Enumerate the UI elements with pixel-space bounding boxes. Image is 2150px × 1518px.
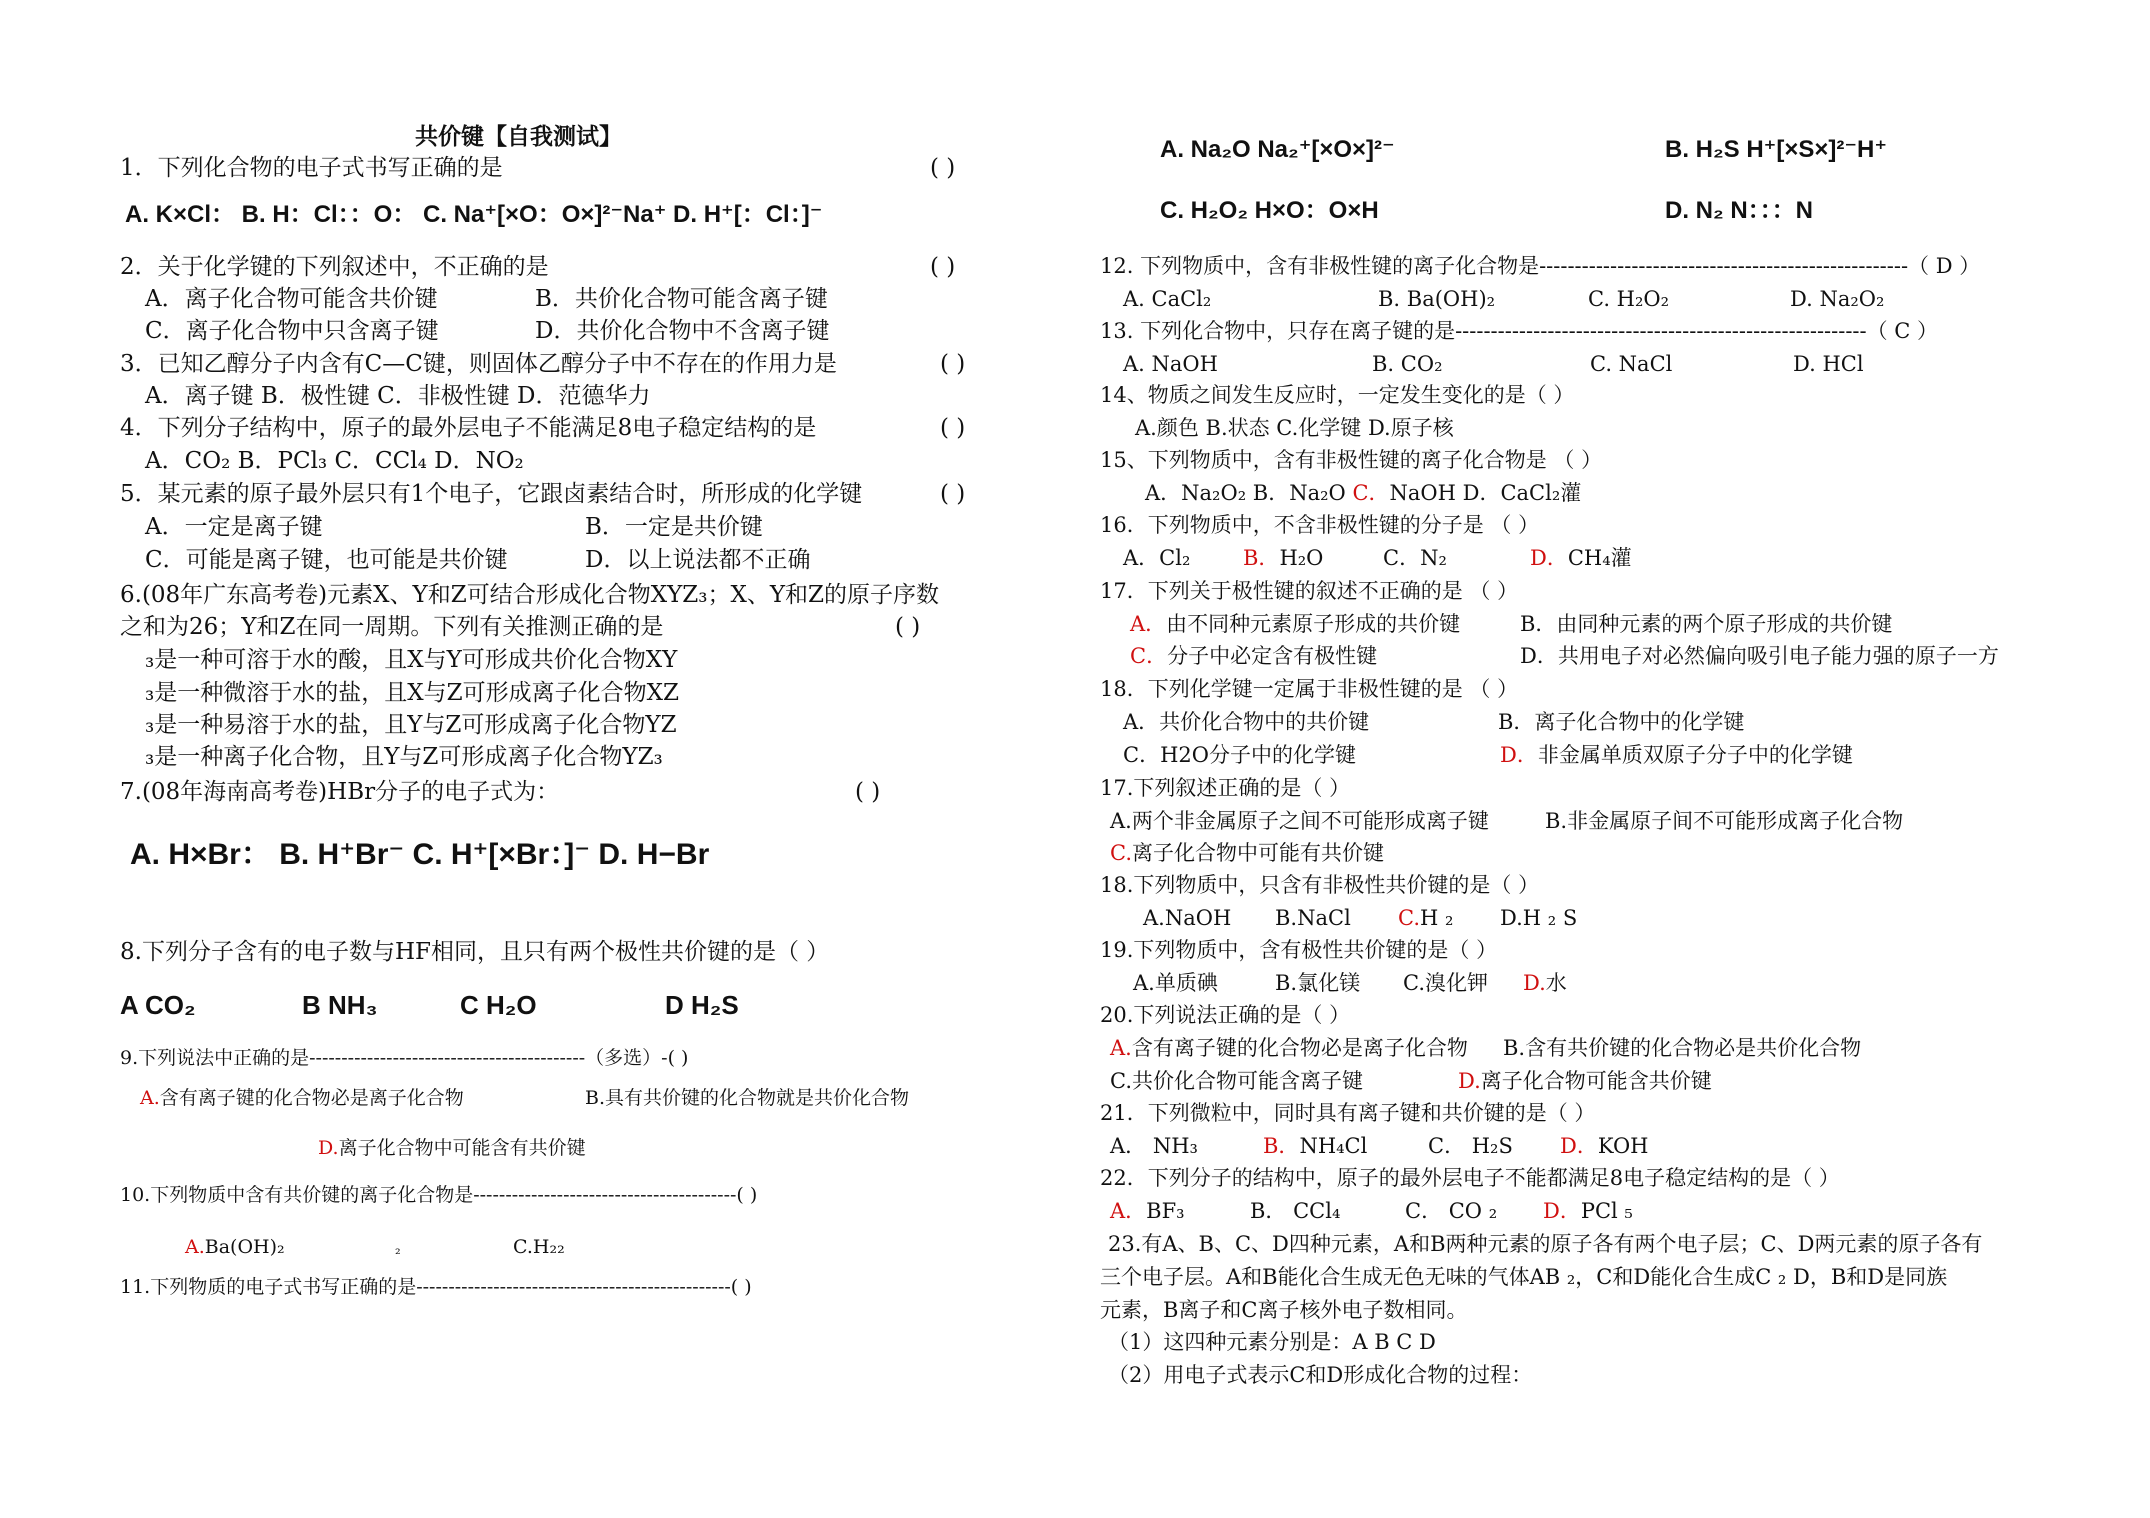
q18b-option-c xyxy=(1398,903,1453,933)
q16-option-a: A．Cl₂ xyxy=(1123,546,1191,570)
q12-option-b: B. Ba(OH)₂ xyxy=(1378,287,1496,311)
q7-options-image: A. H×Br： B. H⁺Br⁻ C. H⁺[×Br：]⁻ D. H−Br xyxy=(130,838,710,871)
question-23-part2: （2）用电子式表示C和D形成化合物的过程： xyxy=(1108,1363,1533,1387)
q17-option-c-letter: C． xyxy=(1130,644,1168,668)
q19-option-d xyxy=(1523,968,1567,998)
q5-option-c: C．可能是离子键，也可能是共价键 xyxy=(145,547,508,573)
q21-option-d-letter: D． xyxy=(1560,1134,1598,1158)
q18-option-d xyxy=(1500,740,1853,770)
q2-option-d: D．共价化合物中不含离子键 xyxy=(535,318,830,344)
question-4: 4．下列分子结构中，原子的最外层电子不能满足8电子稳定结构的是 xyxy=(120,415,817,441)
q22-option-b: B． CCl₄ xyxy=(1250,1199,1341,1223)
q10-option-b-fragment: ₂ xyxy=(395,1242,401,1258)
question-7: 7.(08年海南高考卷)HBr分子的电子式为： xyxy=(120,779,560,805)
q13-option-b: B. CO₂ xyxy=(1372,352,1443,376)
question-17: 17．下列关于极性键的叙述不正确的是 （ ） xyxy=(1100,579,1519,603)
q20-option-d xyxy=(1458,1066,1712,1096)
q20-option-c: C.共价化合物可能含离子键 xyxy=(1110,1069,1363,1093)
question-3: 3．已知乙醇分子内含有C—C键，则固体乙醇分子中不存在的作用力是 xyxy=(120,351,837,377)
q15-option-c-letter: C． xyxy=(1352,481,1390,505)
q9-option-d-letter: D. xyxy=(318,1137,339,1159)
q13-option-a: A. NaOH xyxy=(1123,352,1218,376)
q8-option-b: B NH₃ xyxy=(302,990,378,1020)
q16-option-b xyxy=(1243,543,1323,573)
q17-option-a xyxy=(1130,609,1460,639)
q18b-option-c-text: H ₂ xyxy=(1420,906,1454,930)
q22-option-d xyxy=(1543,1196,1633,1226)
question-10: 10.下列物质中含有共价键的离子化合物是-----------------------------------------( ) xyxy=(120,1184,758,1206)
question-13: 13. 下列化合物中，只存在离子键的是----------------------------------------------------------（ C ） xyxy=(1100,319,1939,343)
q19-option-d-letter: D. xyxy=(1523,971,1546,995)
q11-option-b: B. H₂S H⁺[×S×]²⁻H⁺ xyxy=(1665,136,1888,163)
q21-option-b-letter: B． xyxy=(1263,1134,1300,1158)
q15-options xyxy=(1145,478,1581,508)
answer-paren-7: ( ) xyxy=(855,779,881,805)
question-1: 1．下列化合物的电子式书写正确的是 xyxy=(120,155,503,181)
q20-option-b: B.含有共价键的化合物必是共价化合物 xyxy=(1503,1036,1862,1060)
q21-option-c: C． H₂S xyxy=(1428,1134,1513,1158)
q13-option-d: D. HCl xyxy=(1793,352,1864,376)
q17b-option-c-letter: C. xyxy=(1110,841,1132,865)
q16-option-b-text: H₂O xyxy=(1279,546,1324,570)
q9-option-d-text: 离子化合物中可能含有共价键 xyxy=(338,1137,586,1159)
q2-option-c: C．离子化合物中只含离子键 xyxy=(145,318,439,344)
q22-option-c: C． CO ₂ xyxy=(1405,1199,1498,1223)
answer-paren-1: ( ) xyxy=(930,155,956,181)
q20-option-a-letter: A. xyxy=(1110,1036,1132,1060)
q8-option-a: A CO₂ xyxy=(120,990,196,1020)
q16-option-c: C．N₂ xyxy=(1383,546,1447,570)
q5-option-b: B．一定是共价键 xyxy=(585,514,763,540)
q17b-option-c xyxy=(1110,838,1384,868)
q12-option-a: A. CaCl₂ xyxy=(1123,287,1212,311)
q5-option-a: A．一定是离子键 xyxy=(145,514,323,540)
question-18b: 18.下列物质中，只含有非极性共价键的是（ ） xyxy=(1100,873,1540,897)
question-6-line1: 6.(08年广东高考卷)元素X、Y和Z可结合形成化合物XYZ₃；X、Y和Z的原子序数 xyxy=(120,582,939,608)
q17b-option-a: A.两个非金属原子之间不可能形成离子键 xyxy=(1110,809,1489,833)
q21-option-d-text: KOH xyxy=(1597,1134,1649,1158)
question-23-line3: 元素，B离子和C离子核外电子数相同。 xyxy=(1100,1298,1468,1322)
q17-option-c-text: 分子中必定含有极性键 xyxy=(1167,644,1378,668)
question-20: 20.下列说法正确的是（ ） xyxy=(1100,1003,1351,1027)
q22-option-d-letter: D． xyxy=(1543,1199,1581,1223)
question-23-line1: 23.有A、B、C、D四种元素，A和B两种元素的原子各有两个电子层；C、D两元素的原子各有 xyxy=(1108,1232,1983,1256)
q18b-option-c-letter: C. xyxy=(1398,906,1420,930)
question-23-line2: 三个电子层。A和B能化合生成无色无味的气体AB ₂，C和D能化合生成C ₂ D，B和D是同族 xyxy=(1100,1265,1948,1289)
q13-option-c: C. NaCl xyxy=(1590,352,1673,376)
q16-option-d-text: CH₄灌 xyxy=(1567,546,1632,570)
q18b-option-a: A.NaOH xyxy=(1143,906,1232,930)
q19-option-a: A.单质碘 xyxy=(1133,971,1218,995)
q14-options: A.颜色 B.状态 C.化学键 D.原子核 xyxy=(1135,416,1454,440)
q15-options-ab: A．Na₂O₂ B．Na₂O xyxy=(1145,481,1353,505)
question-16: 16．下列物质中，不含非极性键的分子是 （ ） xyxy=(1100,513,1540,537)
q17-option-a-letter: A． xyxy=(1130,612,1167,636)
q22-option-a-text: BF₃ xyxy=(1146,1199,1185,1223)
q9-option-b: B.具有共价键的化合物就是共价化合物 xyxy=(585,1087,910,1109)
question-19: 19.下列物质中，含有极性共价键的是（ ） xyxy=(1100,938,1498,962)
q8-option-d: D H₂S xyxy=(665,990,739,1020)
q19-option-d-text: 水 xyxy=(1545,971,1567,995)
q11-option-c: C. H₂O₂ H×O：O×H xyxy=(1160,197,1379,224)
q18b-option-b: B.NaCl xyxy=(1275,906,1351,930)
q4-options: A．CO₂ B．PCl₃ C．CCl₄ D．NO₂ xyxy=(145,448,524,474)
question-11: 11.下列物质的电子式书写正确的是-------------------------------------------------( ) xyxy=(120,1276,752,1298)
q18-option-b: B．离子化合物中的化学键 xyxy=(1498,710,1745,734)
question-18: 18．下列化学键一定属于非极性键的是 （ ） xyxy=(1100,677,1519,701)
q20-option-a-text: 含有离子键的化合物必是离子化合物 xyxy=(1131,1036,1468,1060)
q17b-option-c-text: 离子化合物中可能有共价键 xyxy=(1132,841,1384,865)
q9-option-a xyxy=(140,1083,464,1113)
question-9: 9.下列说法中正确的是-------------------------------------------（多选）-( ) xyxy=(120,1047,689,1069)
q6-option-b: ₃是一种微溶于水的盐，且X与Z可形成离子化合物XZ xyxy=(145,680,679,706)
q10-option-a xyxy=(185,1232,285,1262)
q5-option-d: D．以上说法都不正确 xyxy=(585,547,811,573)
q12-option-d: D. Na₂O₂ xyxy=(1790,287,1885,311)
q21-option-a: A． NH₃ xyxy=(1110,1134,1198,1158)
q2-option-a: A．离子化合物可能含共价键 xyxy=(145,286,438,312)
q16-option-d-letter: D． xyxy=(1530,546,1568,570)
q9-option-a-text: 含有离子键的化合物必是离子化合物 xyxy=(159,1087,464,1109)
q3-options: A．离子键 B．极性键 C．非极性键 D．范德华力 xyxy=(145,383,651,409)
question-14: 14、物质之间发生反应时，一定发生变化的是（ ） xyxy=(1100,383,1575,407)
q9-option-a-letter: A. xyxy=(140,1087,160,1109)
question-17b: 17.下列叙述正确的是（ ） xyxy=(1100,776,1351,800)
q17b-option-b: B.非金属原子间不可能形成离子化合物 xyxy=(1545,809,1904,833)
q6-option-c: ₃是一种易溶于水的盐，且Y与Z可形成离子化合物YZ xyxy=(145,712,677,738)
q22-option-a xyxy=(1110,1196,1185,1226)
q15-options-cd: NaOH D．CaCl₂灌 xyxy=(1389,481,1582,505)
question-15: 15、下列物质中，含有非极性键的离子化合物是 （ ） xyxy=(1100,448,1603,472)
q19-option-b: B.氯化镁 xyxy=(1275,971,1361,995)
q10-option-a-text: Ba(OH)₂ xyxy=(204,1236,285,1258)
q17-option-d: D．共用电子对必然偏向吸引电子能力强的原子一方 xyxy=(1520,644,1999,668)
q20-option-a xyxy=(1110,1033,1468,1063)
q10-option-a-letter: A. xyxy=(185,1236,205,1258)
q16-option-d xyxy=(1530,543,1632,573)
q17-option-a-text: 由不同种元素原子形成的共价键 xyxy=(1166,612,1461,636)
q20-option-d-text: 离子化合物可能含共价键 xyxy=(1480,1069,1712,1093)
q21-option-b-text: NH₄Cl xyxy=(1299,1134,1368,1158)
q18b-option-d: D.H ₂ S xyxy=(1500,906,1578,930)
answer-paren-2: ( ) xyxy=(930,254,956,280)
page-title: 共价键【自我测试】 xyxy=(415,124,622,150)
q1-options-image: A. K×Cl： B. H：Cl：：O： C. Na⁺[×O：O×]²⁻Na⁺ D. H⁺[：Cl：]⁻ xyxy=(125,201,823,228)
q11-option-a: A. Na₂O Na₂⁺[×O×]²⁻ xyxy=(1160,136,1395,163)
q6-option-d: ₃是一种离子化合物，且Y与Z可形成离子化合物YZ₃ xyxy=(145,744,663,770)
q18-option-c: C．H2O分子中的化学键 xyxy=(1123,743,1356,767)
q8-option-c: C H₂O xyxy=(460,990,537,1020)
question-5: 5．某元素的原子最外层只有1个电子，它跟卤素结合时，所形成的化学键 xyxy=(120,481,863,507)
q17-option-b: B．由同种元素的两个原子形成的共价键 xyxy=(1520,612,1893,636)
question-6-line2: 之和为26；Y和Z在同一周期。下列有关推测正确的是 xyxy=(120,614,664,640)
q16-option-b-letter: B． xyxy=(1243,546,1280,570)
q18-option-d-text: 非金属单质双原子分子中的化学键 xyxy=(1537,743,1853,767)
q9-option-d xyxy=(318,1133,586,1163)
question-21: 21．下列微粒中，同时具有离子键和共价键的是（ ） xyxy=(1100,1101,1596,1125)
question-12: 12. 下列物质中，含有非极性键的离子化合物是----------------------------------------------------（ D ） xyxy=(1100,254,1981,278)
q21-option-b xyxy=(1263,1131,1367,1161)
q22-option-d-text: PCl ₅ xyxy=(1580,1199,1633,1223)
q10-option-c: C.H₂₂ xyxy=(513,1236,565,1258)
question-22: 22．下列分子的结构中，原子的最外层电子不能都满足8电子稳定结构的是（ ） xyxy=(1100,1166,1840,1190)
q19-option-c: C.溴化钾 xyxy=(1403,971,1488,995)
answer-paren-4: ( ) xyxy=(940,415,966,441)
answer-paren-3: ( ) xyxy=(940,351,966,377)
q12-option-c: C. H₂O₂ xyxy=(1588,287,1670,311)
q11-option-d: D. N₂ N：：：N xyxy=(1665,197,1813,224)
q18-option-d-letter: D． xyxy=(1500,743,1538,767)
question-8: 8.下列分子含有的电子数与HF相同，且只有两个极性共价键的是（ ） xyxy=(120,939,830,965)
question-23-part1: （1）这四种元素分别是：A B C D xyxy=(1108,1330,1436,1354)
q22-option-a-letter: A． xyxy=(1110,1199,1147,1223)
q21-option-d xyxy=(1560,1131,1649,1161)
answer-paren-5: ( ) xyxy=(940,481,966,507)
q17-option-c xyxy=(1130,641,1377,671)
q18-option-a: A．共价化合物中的共价键 xyxy=(1123,710,1370,734)
question-2: 2．关于化学键的下列叙述中，不正确的是 xyxy=(120,254,549,280)
q2-option-b: B．共价化合物可能含离子键 xyxy=(535,286,828,312)
q20-option-d-letter: D. xyxy=(1458,1069,1481,1093)
q6-option-a: ₃是一种可溶于水的酸，且X与Y可形成共价化合物XY xyxy=(145,647,678,673)
answer-paren-6: ( ) xyxy=(895,614,921,640)
